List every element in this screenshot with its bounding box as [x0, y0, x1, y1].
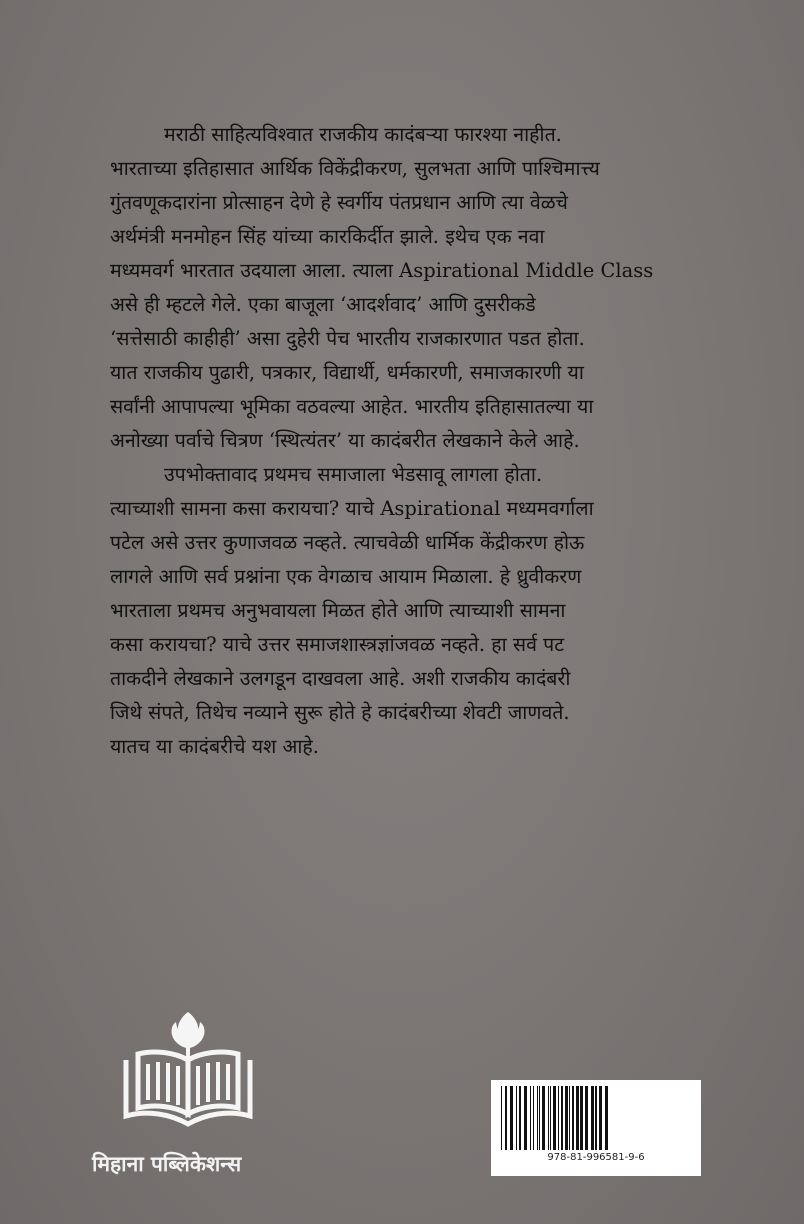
- barcode-bar: [580, 1086, 583, 1150]
- barcode-bar: [599, 1086, 602, 1150]
- blurb-line: अर्थमंत्री मनमोहन सिंह यांच्या कारकिर्दीत झाले. इथेच एक नवा: [110, 225, 545, 248]
- barcode-bar: [553, 1086, 556, 1150]
- barcode-bar: [524, 1086, 527, 1150]
- blurb-line: अनोख्या पर्वाचे चित्रण ‘स्थित्यंतर’ या कादंबरीत लेखकाने केले आहे.: [110, 429, 580, 452]
- blurb-line: असे ही म्हटले गेले. एका बाजूला ‘आदर्शवाद’ आणि दुसरीकडे: [110, 293, 536, 316]
- barcode-bar: [561, 1086, 563, 1150]
- blurb-line: लागले आणि सर्व प्रश्नांना एक वेगळाच आयाम मिळाला. हे ध्रुवीकरण: [110, 565, 582, 588]
- barcode-bar: [542, 1086, 545, 1150]
- barcode-bar: [530, 1086, 531, 1150]
- barcode-bar: [501, 1086, 502, 1150]
- barcode-bar: [539, 1086, 540, 1150]
- blurb-line: ताकदीने लेखकाने उलगडून दाखवला आहे. अशी राजकीय कादंबरी: [110, 667, 571, 690]
- barcode-bar: [576, 1086, 579, 1150]
- barcode-bar: [505, 1086, 507, 1150]
- barcode-bar: [595, 1086, 597, 1150]
- blurb-line: पटेल असे उत्तर कुणाजवळ नव्हते. त्याचवेळी धार्मिक केंद्रीकरण होऊ: [110, 531, 585, 554]
- blurb-paragraph-2: [110, 458, 700, 764]
- barcode-bar: [569, 1086, 570, 1150]
- blurb-text: [110, 118, 700, 764]
- blurb-line: भारताला प्रथमच अनुभवायला मिळत होते आणि त्याच्याशी सामना: [110, 599, 566, 622]
- blurb-line: जिथे संपते, तिथेच नव्याने सुरू होते हे कादंबरीच्या शेवटी जाणवते.: [110, 701, 570, 724]
- blurb-line: ‘सत्तेसाठी काहीही’ असा दुहेरी पेच भारतीय राजकारणात पडत होता.: [110, 327, 585, 350]
- barcode-bar: [591, 1086, 594, 1150]
- barcode: [499, 1086, 693, 1150]
- barcode-bar: [572, 1086, 574, 1150]
- blurb-line: त्याच्याशी सामना कसा करायचा? याचे Aspirational मध्यमवर्गाला: [110, 497, 594, 520]
- barcode-bar: [585, 1086, 588, 1150]
- book-tulip-logo-icon: [118, 1008, 258, 1128]
- barcode-bar: [558, 1086, 559, 1150]
- barcode-bar: [510, 1086, 513, 1150]
- barcode-bar: [537, 1086, 538, 1150]
- blurb-paragraph-1: [110, 118, 700, 458]
- barcode-bar: [516, 1086, 517, 1150]
- publisher-name: मिहाना पब्लिकेशन्स: [92, 1152, 242, 1176]
- blurb-line: मराठी साहित्यविश्वात राजकीय कादंबऱ्या फारश्या नाहीत.: [164, 123, 562, 146]
- barcode-bar: [519, 1086, 521, 1150]
- blurb-line: भारताच्या इतिहासात आर्थिक विकेंद्रीकरण, सुलभता आणि पाश्चिमात्त्य: [110, 157, 600, 180]
- barcode-panel: [491, 1080, 701, 1176]
- barcode-bar: [605, 1086, 608, 1150]
- blurb-line: उपभोक्तावाद प्रथमच समाजाला भेडसावू लागला होता.: [164, 463, 543, 486]
- isbn-number: 978-81-996581-9-6: [547, 1152, 645, 1163]
- blurb-line: सर्वांनी आपापल्या भूमिका वठवल्या आहेत. भारतीय इतिहासातल्या या: [110, 395, 594, 418]
- barcode-bar: [548, 1086, 549, 1150]
- blurb-line: यातच या कादंबरीचे यश आहे.: [110, 735, 319, 758]
- blurb-line: मध्यमवर्ग भारतात उदयाला आला. त्याला Aspirational Middle Class: [110, 259, 654, 282]
- barcode-bar: [550, 1086, 551, 1150]
- blurb-line: कसा करायचा? याचे उत्तर समाजशास्त्रज्ञांजवळ नव्हते. हा सर्व पट: [110, 633, 565, 656]
- blurb-line: यात राजकीय पुढारी, पत्रकार, विद्यार्थी, धर्मकारणी, समाजकारणी या: [110, 361, 584, 384]
- blurb-line: गुंतवणूकदारांना प्रोत्साहन देणे हे स्वर्गीय पंतप्रधान आणि त्या वेळचे: [110, 191, 568, 214]
- barcode-bar: [565, 1086, 568, 1150]
- barcode-bar: [533, 1086, 534, 1150]
